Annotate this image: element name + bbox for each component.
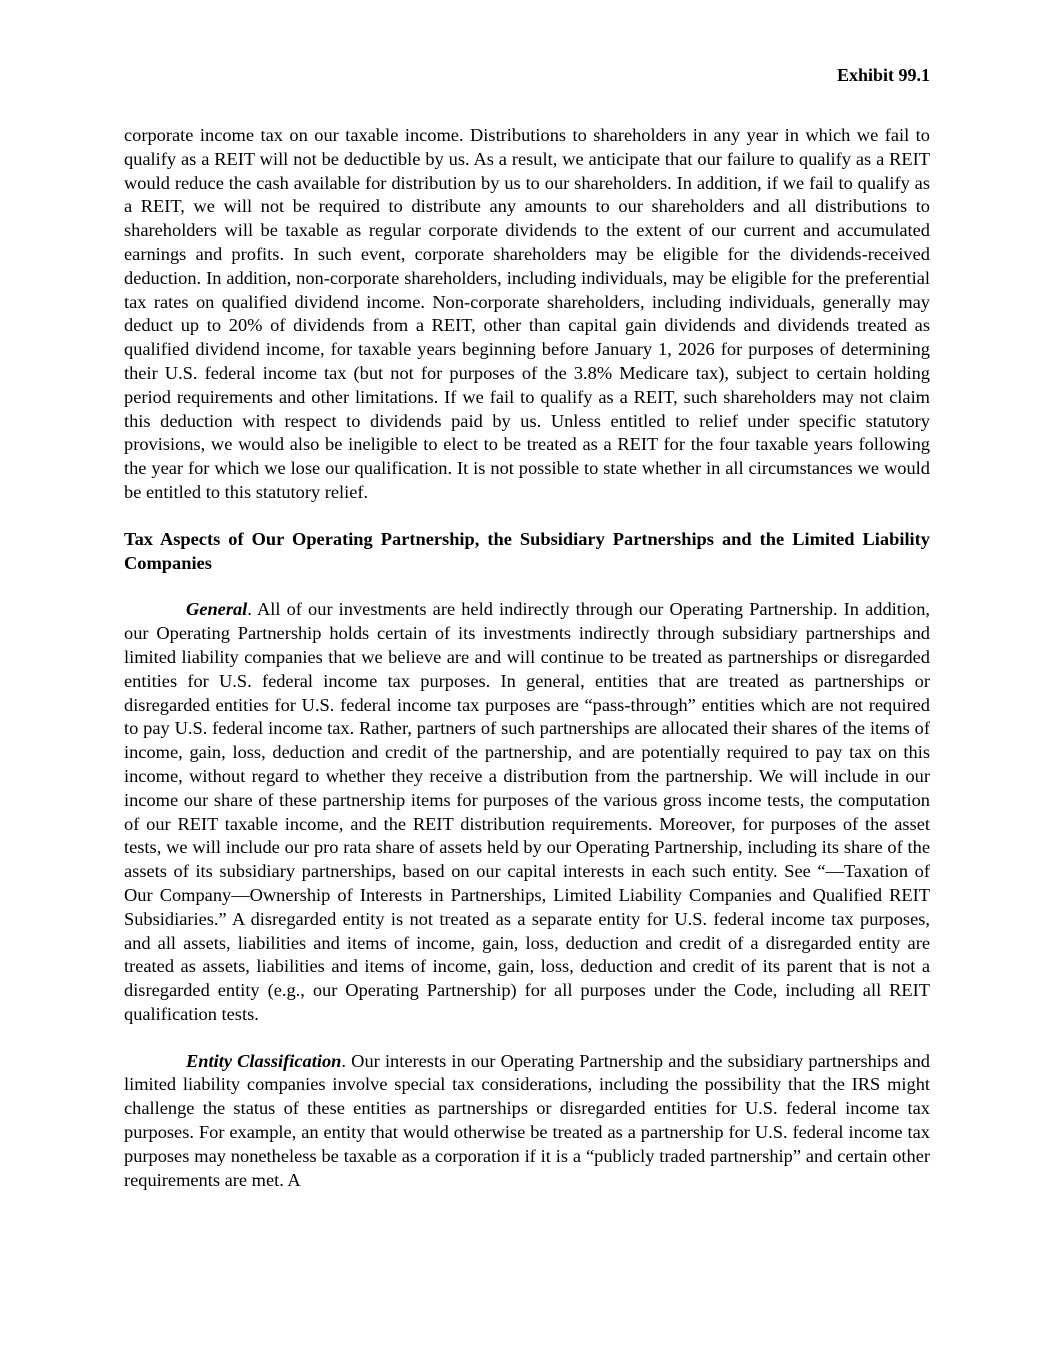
paragraph-general-lead: General: [186, 599, 248, 620]
paragraph-general: [124, 598, 930, 1026]
exhibit-label: Exhibit 99.1: [836, 65, 930, 85]
document-body: [124, 124, 930, 1192]
paragraph-reit-failure: corporate income tax on our taxable income. Distributions to shareholders in any year in which we fail to qualify as a REIT will not be deductible by us. As a result, we anticipate that our failure to qualify as a REIT would reduce the cash available for distribution by us to our shareholders. In addition, if we fail to qualify as a REIT, we will not be required to distribute any amounts to our shareholders and all distributions to shareholders will be taxable as regular corporate dividends to the extent of our current and accumulated earnings and profits. In such event, corporate shareholders may be eligible for the dividends-received deduction. In addition, non-corporate shareholders, including individuals, may be eligible for the preferential tax rates on qualified dividend income. Non-corporate shareholders, including individuals, generally may deduct up to 20% of dividends from a REIT, other than capital gain dividends and dividends treated as qualified dividend income, for taxable years beginning before January 1, 2026 for purposes of determining their U.S. federal income tax (but not for purposes of the 3.8% Medicare tax), subject to certain holding period requirements and other limitations. If we fail to qualify as a REIT, such shareholders may not claim this deduction with respect to dividends paid by us. Unless entitled to relief under specific statutory provisions, we would also be ineligible to elect to be treated as a REIT for the four taxable years following the year for which we lose our qualification. It is not possible to state whether in all circumstances we would be entitled to this statutory relief.: [124, 125, 930, 502]
paragraph-entity-classification-text: . Our interests in our Operating Partnership and the subsidiary partnerships and limited liability companies involve special tax considerations, including the possibility that the IRS might challenge the status of these entities as partnerships or disregarded entities for U.S. federal income tax purposes. For example, an entity that would otherwise be treated as a partnership for U.S. federal income tax purposes may nonetheless be taxable as a corporation if it is a “publicly traded partnership” and certain other requirements are met. A: [124, 1050, 930, 1190]
section-heading: Tax Aspects of Our Operating Partnership, the Subsidiary Partnerships and the Limited Liability Companies: [124, 528, 930, 573]
paragraph-general-text: . All of our investments are held indirectly through our Operating Partnership. In addition, our Operating Partnership holds certain of its investments indirectly through subsidiary partnerships and limited liability companies that we believe are and will continue to be treated as partnerships or disregarded entities for U.S. federal income tax purposes. In general, entities that are treated as partnerships or disregarded entities for U.S. federal income tax purposes are “pass-through” entities which are not required to pay U.S. federal income tax. Rather, partners of such partnerships are allocated their shares of the items of income, gain, loss, deduction and credit of the partnership, and are potentially required to pay tax on this income, without regard to whether they receive a distribution from the partnership. We will include in our income our share of these partnership items for purposes of the various gross income tests, the computation of our REIT taxable income, and the REIT distribution requirements. Moreover, for purposes of the asset tests, we will include our pro rata share of assets held by our Operating Partnership, including its share of the assets of its subsidiary partnerships, based on our capital interests in each such entity. See “—Taxation of Our Company—Ownership of Interests in Partnerships, Limited Liability Companies and Qualified REIT Subsidiaries.” A disregarded entity is not treated as a separate entity for U.S. federal income tax purposes, and all assets, liabilities and items of income, gain, loss, deduction and credit of a disregarded entity are treated as assets, liabilities and items of income, gain, loss, deduction and credit of its parent that is not a disregarded entity (e.g., our Operating Partnership) for all purposes under the Code, including all REIT qualification tests.: [124, 599, 930, 1024]
paragraph-entity-classification-lead: Entity Classification: [186, 1050, 342, 1071]
paragraph-entity-classification: [124, 1050, 930, 1193]
